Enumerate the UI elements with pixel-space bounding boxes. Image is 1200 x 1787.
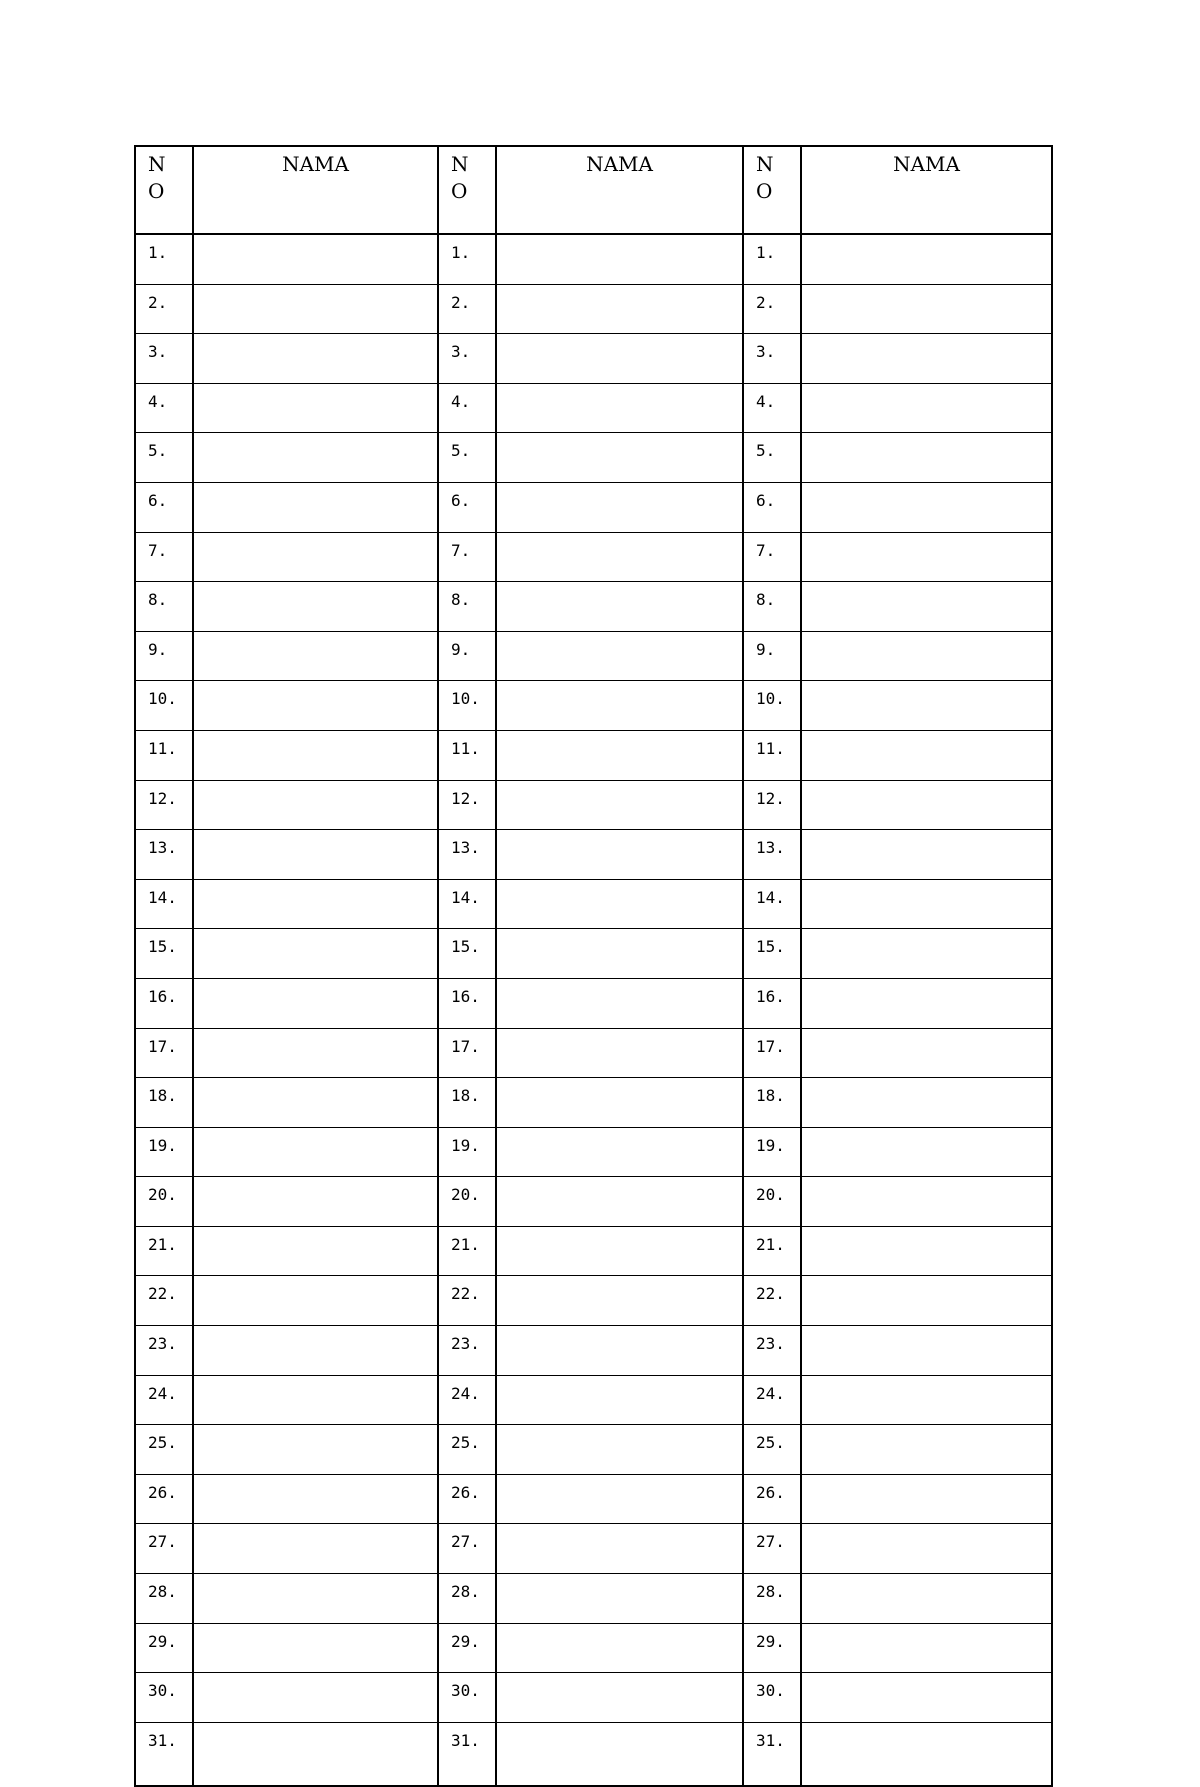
table-row bbox=[135, 978, 1052, 1028]
no-header: NO bbox=[135, 146, 193, 234]
row-number: 30. bbox=[135, 1673, 193, 1723]
name-cell[interactable] bbox=[801, 1127, 1052, 1177]
row-number: 23. bbox=[438, 1326, 496, 1376]
row-number: 17. bbox=[438, 1028, 496, 1078]
name-cell[interactable] bbox=[496, 383, 743, 433]
row-number: 11. bbox=[135, 730, 193, 780]
name-cell[interactable] bbox=[496, 234, 743, 284]
row-number: 5. bbox=[135, 433, 193, 483]
table-row bbox=[135, 1574, 1052, 1624]
row-number: 25. bbox=[438, 1425, 496, 1475]
table-row bbox=[135, 582, 1052, 632]
table-row bbox=[135, 482, 1052, 532]
row-number: 9. bbox=[135, 631, 193, 681]
name-cell[interactable] bbox=[496, 681, 743, 731]
row-number: 13. bbox=[743, 830, 801, 880]
name-cell[interactable] bbox=[801, 234, 1052, 284]
row-number: 26. bbox=[135, 1474, 193, 1524]
table-row bbox=[135, 334, 1052, 384]
row-number: 22. bbox=[135, 1276, 193, 1326]
row-number: 21. bbox=[438, 1226, 496, 1276]
name-cell[interactable] bbox=[801, 1425, 1052, 1475]
row-number: 14. bbox=[438, 879, 496, 929]
attendance-table bbox=[134, 145, 1053, 1787]
name-cell[interactable] bbox=[801, 879, 1052, 929]
row-number: 16. bbox=[438, 978, 496, 1028]
row-number: 9. bbox=[438, 631, 496, 681]
row-number: 31. bbox=[743, 1722, 801, 1786]
name-cell[interactable] bbox=[496, 482, 743, 532]
row-number: 3. bbox=[135, 334, 193, 384]
name-cell[interactable] bbox=[801, 383, 1052, 433]
table-row bbox=[135, 879, 1052, 929]
row-number: 19. bbox=[743, 1127, 801, 1177]
table-row bbox=[135, 929, 1052, 979]
name-cell[interactable] bbox=[496, 1722, 743, 1786]
name-cell[interactable] bbox=[496, 1474, 743, 1524]
name-cell[interactable] bbox=[193, 879, 438, 929]
nama-header: NAMA bbox=[801, 146, 1052, 234]
row-number: 16. bbox=[743, 978, 801, 1028]
table-row bbox=[135, 1524, 1052, 1574]
name-cell[interactable] bbox=[193, 1574, 438, 1624]
row-number: 28. bbox=[135, 1574, 193, 1624]
row-number: 11. bbox=[438, 730, 496, 780]
row-number: 13. bbox=[438, 830, 496, 880]
name-cell[interactable] bbox=[193, 830, 438, 880]
name-cell[interactable] bbox=[801, 1375, 1052, 1425]
row-number: 23. bbox=[743, 1326, 801, 1376]
row-number: 28. bbox=[743, 1574, 801, 1624]
name-cell[interactable] bbox=[801, 1474, 1052, 1524]
table-row bbox=[135, 1722, 1052, 1786]
row-number: 29. bbox=[743, 1623, 801, 1673]
table-row bbox=[135, 1623, 1052, 1673]
row-number: 15. bbox=[743, 929, 801, 979]
row-number: 12. bbox=[135, 780, 193, 830]
row-number: 15. bbox=[135, 929, 193, 979]
name-cell[interactable] bbox=[801, 978, 1052, 1028]
row-number: 14. bbox=[135, 879, 193, 929]
name-cell[interactable] bbox=[193, 1177, 438, 1227]
row-number: 25. bbox=[743, 1425, 801, 1475]
row-number: 4. bbox=[438, 383, 496, 433]
name-cell[interactable] bbox=[496, 1028, 743, 1078]
name-cell[interactable] bbox=[193, 1474, 438, 1524]
row-number: 20. bbox=[135, 1177, 193, 1227]
table-row bbox=[135, 681, 1052, 731]
row-number: 7. bbox=[743, 532, 801, 582]
name-cell[interactable] bbox=[193, 433, 438, 483]
name-cell[interactable] bbox=[496, 780, 743, 830]
name-cell[interactable] bbox=[801, 1028, 1052, 1078]
row-number: 8. bbox=[743, 582, 801, 632]
row-number: 9. bbox=[743, 631, 801, 681]
name-cell[interactable] bbox=[496, 1177, 743, 1227]
name-cell[interactable] bbox=[801, 1574, 1052, 1624]
name-cell[interactable] bbox=[496, 1375, 743, 1425]
table-row bbox=[135, 1177, 1052, 1227]
name-cell[interactable] bbox=[496, 334, 743, 384]
row-number: 10. bbox=[743, 681, 801, 731]
name-cell[interactable] bbox=[193, 383, 438, 433]
name-cell[interactable] bbox=[193, 1127, 438, 1177]
name-cell[interactable] bbox=[801, 1524, 1052, 1574]
row-number: 21. bbox=[135, 1226, 193, 1276]
row-number: 26. bbox=[743, 1474, 801, 1524]
name-cell[interactable] bbox=[496, 1078, 743, 1128]
name-cell[interactable] bbox=[496, 1276, 743, 1326]
row-number: 18. bbox=[438, 1078, 496, 1128]
name-cell[interactable] bbox=[193, 780, 438, 830]
row-number: 26. bbox=[438, 1474, 496, 1524]
name-cell[interactable] bbox=[801, 482, 1052, 532]
name-cell[interactable] bbox=[801, 780, 1052, 830]
row-number: 22. bbox=[743, 1276, 801, 1326]
name-cell[interactable] bbox=[496, 1226, 743, 1276]
row-number: 10. bbox=[438, 681, 496, 731]
name-cell[interactable] bbox=[801, 929, 1052, 979]
name-cell[interactable] bbox=[193, 482, 438, 532]
row-number: 8. bbox=[135, 582, 193, 632]
row-number: 5. bbox=[743, 433, 801, 483]
row-number: 29. bbox=[438, 1623, 496, 1673]
table-row bbox=[135, 1474, 1052, 1524]
name-cell[interactable] bbox=[496, 1425, 743, 1475]
name-cell[interactable] bbox=[801, 1226, 1052, 1276]
name-cell[interactable] bbox=[496, 1326, 743, 1376]
row-number: 19. bbox=[438, 1127, 496, 1177]
row-number: 20. bbox=[743, 1177, 801, 1227]
row-number: 11. bbox=[743, 730, 801, 780]
name-cell[interactable] bbox=[193, 234, 438, 284]
table-row bbox=[135, 1028, 1052, 1078]
table-row bbox=[135, 284, 1052, 334]
name-cell[interactable] bbox=[801, 1078, 1052, 1128]
name-cell[interactable] bbox=[801, 1623, 1052, 1673]
name-cell[interactable] bbox=[496, 730, 743, 780]
row-number: 12. bbox=[438, 780, 496, 830]
table-row bbox=[135, 1078, 1052, 1128]
name-cell[interactable] bbox=[496, 1574, 743, 1624]
table-row bbox=[135, 433, 1052, 483]
row-number: 31. bbox=[438, 1722, 496, 1786]
table-row bbox=[135, 1276, 1052, 1326]
name-cell[interactable] bbox=[801, 631, 1052, 681]
name-cell[interactable] bbox=[801, 681, 1052, 731]
row-number: 16. bbox=[135, 978, 193, 1028]
name-cell[interactable] bbox=[496, 631, 743, 681]
name-cell[interactable] bbox=[193, 1722, 438, 1786]
row-number: 6. bbox=[135, 482, 193, 532]
table-row bbox=[135, 1425, 1052, 1475]
no-header: NO bbox=[743, 146, 801, 234]
name-cell[interactable] bbox=[193, 631, 438, 681]
name-cell[interactable] bbox=[801, 730, 1052, 780]
row-number: 31. bbox=[135, 1722, 193, 1786]
table-row bbox=[135, 383, 1052, 433]
row-number: 6. bbox=[438, 482, 496, 532]
name-cell[interactable] bbox=[496, 830, 743, 880]
name-cell[interactable] bbox=[496, 1623, 743, 1673]
row-number: 30. bbox=[438, 1673, 496, 1723]
name-cell[interactable] bbox=[801, 284, 1052, 334]
name-cell[interactable] bbox=[193, 1078, 438, 1128]
row-number: 18. bbox=[135, 1078, 193, 1128]
row-number: 27. bbox=[438, 1524, 496, 1574]
name-cell[interactable] bbox=[496, 532, 743, 582]
name-cell[interactable] bbox=[193, 1623, 438, 1673]
name-cell[interactable] bbox=[801, 1177, 1052, 1227]
name-cell[interactable] bbox=[801, 582, 1052, 632]
name-cell[interactable] bbox=[193, 284, 438, 334]
row-number: 30. bbox=[743, 1673, 801, 1723]
row-number: 2. bbox=[438, 284, 496, 334]
row-number: 17. bbox=[135, 1028, 193, 1078]
row-number: 24. bbox=[438, 1375, 496, 1425]
row-number: 25. bbox=[135, 1425, 193, 1475]
row-number: 14. bbox=[743, 879, 801, 929]
name-cell[interactable] bbox=[193, 532, 438, 582]
row-number: 20. bbox=[438, 1177, 496, 1227]
table-row bbox=[135, 830, 1052, 880]
row-number: 4. bbox=[743, 383, 801, 433]
row-number: 27. bbox=[135, 1524, 193, 1574]
row-number: 29. bbox=[135, 1623, 193, 1673]
name-cell[interactable] bbox=[193, 1375, 438, 1425]
name-cell[interactable] bbox=[496, 1524, 743, 1574]
name-cell[interactable] bbox=[496, 1127, 743, 1177]
name-cell[interactable] bbox=[496, 929, 743, 979]
row-number: 23. bbox=[135, 1326, 193, 1376]
row-number: 27. bbox=[743, 1524, 801, 1574]
row-number: 1. bbox=[743, 234, 801, 284]
row-number: 7. bbox=[135, 532, 193, 582]
table-row bbox=[135, 1375, 1052, 1425]
row-number: 19. bbox=[135, 1127, 193, 1177]
name-cell[interactable] bbox=[801, 1276, 1052, 1326]
row-number: 22. bbox=[438, 1276, 496, 1326]
no-header: NO bbox=[438, 146, 496, 234]
name-cell[interactable] bbox=[193, 1425, 438, 1475]
name-cell[interactable] bbox=[193, 681, 438, 731]
row-number: 8. bbox=[438, 582, 496, 632]
row-number: 3. bbox=[438, 334, 496, 384]
row-number: 6. bbox=[743, 482, 801, 532]
name-cell[interactable] bbox=[496, 284, 743, 334]
name-cell[interactable] bbox=[801, 830, 1052, 880]
name-cell[interactable] bbox=[193, 929, 438, 979]
name-cell[interactable] bbox=[193, 582, 438, 632]
name-cell[interactable] bbox=[193, 978, 438, 1028]
header-row bbox=[135, 146, 1052, 234]
name-cell[interactable] bbox=[801, 334, 1052, 384]
table-row bbox=[135, 730, 1052, 780]
table-row bbox=[135, 631, 1052, 681]
nama-header: NAMA bbox=[496, 146, 743, 234]
name-cell[interactable] bbox=[801, 433, 1052, 483]
table-body bbox=[135, 234, 1052, 1786]
row-number: 17. bbox=[743, 1028, 801, 1078]
row-number: 13. bbox=[135, 830, 193, 880]
row-number: 24. bbox=[135, 1375, 193, 1425]
name-cell[interactable] bbox=[496, 582, 743, 632]
row-number: 15. bbox=[438, 929, 496, 979]
table-row bbox=[135, 1326, 1052, 1376]
row-number: 12. bbox=[743, 780, 801, 830]
row-number: 10. bbox=[135, 681, 193, 731]
name-cell[interactable] bbox=[496, 879, 743, 929]
name-cell[interactable] bbox=[193, 334, 438, 384]
row-number: 1. bbox=[438, 234, 496, 284]
row-number: 2. bbox=[743, 284, 801, 334]
name-cell[interactable] bbox=[496, 978, 743, 1028]
name-cell[interactable] bbox=[801, 1326, 1052, 1376]
row-number: 28. bbox=[438, 1574, 496, 1624]
row-number: 24. bbox=[743, 1375, 801, 1425]
table-row bbox=[135, 234, 1052, 284]
name-cell[interactable] bbox=[193, 1028, 438, 1078]
table-row bbox=[135, 780, 1052, 830]
row-number: 1. bbox=[135, 234, 193, 284]
nama-header: NAMA bbox=[193, 146, 438, 234]
table-row bbox=[135, 1226, 1052, 1276]
row-number: 4. bbox=[135, 383, 193, 433]
name-cell[interactable] bbox=[801, 1722, 1052, 1786]
name-cell[interactable] bbox=[193, 1276, 438, 1326]
name-cell[interactable] bbox=[193, 1226, 438, 1276]
name-cell[interactable] bbox=[801, 532, 1052, 582]
row-number: 18. bbox=[743, 1078, 801, 1128]
table-row bbox=[135, 1127, 1052, 1177]
row-number: 2. bbox=[135, 284, 193, 334]
name-cell[interactable] bbox=[193, 730, 438, 780]
row-number: 21. bbox=[743, 1226, 801, 1276]
name-cell[interactable] bbox=[193, 1524, 438, 1574]
row-number: 3. bbox=[743, 334, 801, 384]
name-cell[interactable] bbox=[496, 433, 743, 483]
table-row bbox=[135, 532, 1052, 582]
name-cell[interactable] bbox=[193, 1326, 438, 1376]
row-number: 7. bbox=[438, 532, 496, 582]
row-number: 5. bbox=[438, 433, 496, 483]
